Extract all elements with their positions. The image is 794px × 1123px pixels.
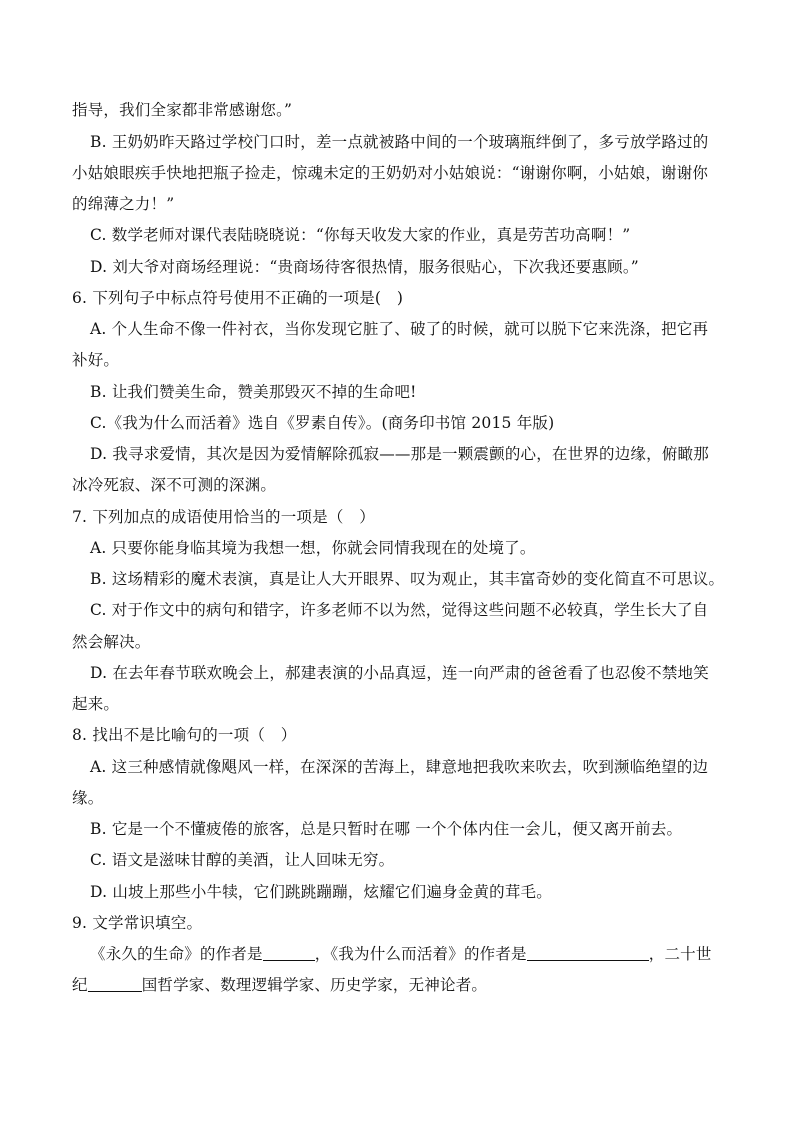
option-a-line: A. 个人生命不像一件衬衣，当你发现它脏了、破了的时候，就可以脱下它来洗涤，把它再 (90, 320, 709, 338)
option-c-line: C. 数学老师对课代表陆晓晓说：“你每天收发大家的作业，真是劳苦功高啊！” (90, 226, 631, 244)
text-line: 冰冷死寂、深不可测的深渊。 (72, 476, 277, 494)
text-line: 补好。 (72, 351, 120, 369)
text-line: 的绵薄之力！” (72, 195, 175, 213)
option-a-line: A. 只要你能身临其境为我想一想，你就会同情我现在的处境了。 (90, 539, 536, 557)
fill-blank-line-2 (72, 975, 732, 995)
text-line: 然会解决。 (72, 633, 151, 651)
option-c-line: C.《我为什么而活着》选自《罗素自传》。(商务印书馆 2015 年版) (90, 414, 555, 432)
option-d-line: D. 在去年春节联欢晚会上，郝建表演的小品真逗，连一向严肃的爸爸看了也忍俊不禁地笑 (90, 664, 709, 682)
option-b-line: B. 王奶奶昨天路过学校门口时，差一点就被路中间的一个玻璃瓶绊倒了，多亏放学路过的 (90, 133, 709, 151)
option-a-line: A. 这三种感情就像飓风一样，在深深的苦海上，肆意地把我吹来吹去，吹到濒临绝望的边 (90, 758, 709, 776)
option-c-line: C. 语文是滋味甘醇的美酒，让人回味无穷。 (90, 851, 395, 869)
answer-blank[interactable] (263, 946, 315, 961)
fill-text: ，二十世 (648, 945, 712, 963)
option-d-line: D. 山坡上那些小牛犊，它们跳跳蹦蹦，炫耀它们遍身金黄的茸毛。 (90, 883, 552, 901)
option-d-line: D. 刘大爷对商场经理说：“贵商场待客很热情，服务很贴心，下次我还要惠顾。” (90, 258, 639, 276)
option-b-line: B. 这场精彩的魔术表演，真是让人大开眼界、叹为观止，其丰富奇妙的变化简直不可思议。 (90, 570, 725, 588)
option-b-line: B. 它是一个不懂疲倦的旅客，总是只暂时在哪 一个个体内住一会儿，便又离开前去。 (90, 820, 683, 838)
text-line: 小姑娘眼疾手快地把瓶子捡走，惊魂未定的王奶奶对小姑娘说：“谢谢你啊，小姑娘，谢谢你 (72, 164, 709, 182)
fill-text: 《永久的生命》的作者是 (90, 945, 263, 963)
fill-text: 纪 (72, 976, 88, 994)
question-6-title: 6. 下列句子中标点符号使用不正确的一项是( ) (72, 289, 404, 307)
option-d-line: D. 我寻求爱情，其次是因为爱情解除孤寂——那是一颗震颤的心，在世界的边缘，俯瞰那 (90, 445, 709, 463)
fill-text: 国哲学家、数理逻辑学家、历史学家，无神论者。 (141, 976, 488, 994)
question-9-title: 9. 文学常识填空。 (72, 914, 203, 932)
option-b-line: B. 让我们赞美生命，赞美那毁灭不掉的生命吧! (90, 383, 417, 401)
question-7-title: 7. 下列加点的成语使用恰当的一项是（ ） (72, 508, 375, 526)
answer-blank[interactable] (527, 946, 649, 961)
text-line: 缘。 (72, 789, 104, 807)
option-c-line: C. 对于作文中的病句和错字，许多老师不以为然，觉得这些问题不必较真，学生长大了自 (90, 601, 709, 619)
fill-blank-line-1 (90, 944, 732, 964)
question-8-title: 8. 找出不是比喻句的一项（ ） (72, 726, 297, 744)
answer-blank[interactable] (88, 977, 142, 992)
text-line: 起来。 (72, 695, 120, 713)
text-line: 指导，我们全家都非常感谢您。” (72, 101, 293, 119)
fill-text: ，《我为什么而活着》的作者是 (314, 945, 527, 963)
